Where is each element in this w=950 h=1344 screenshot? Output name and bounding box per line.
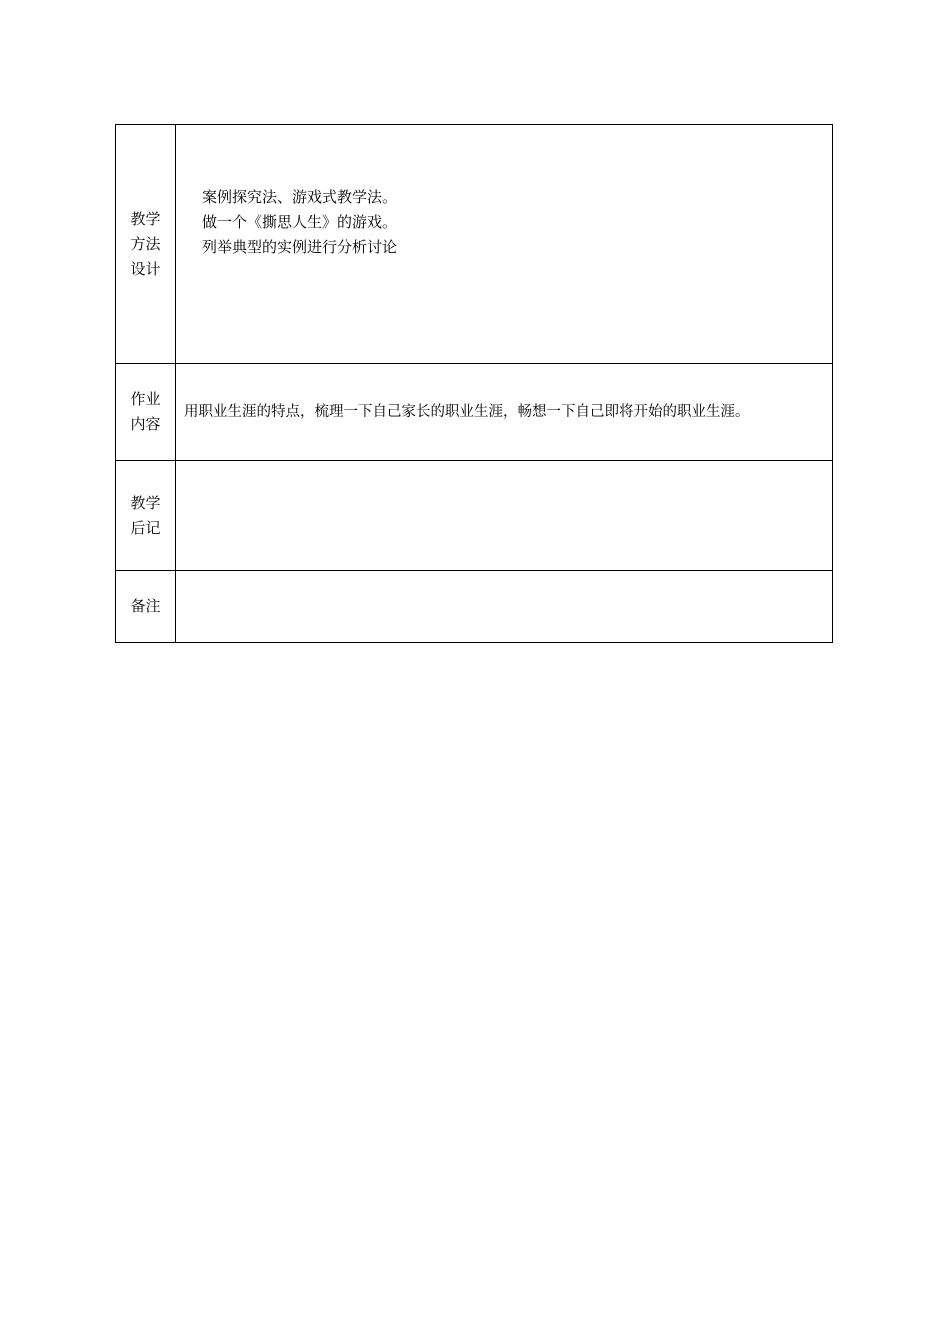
table-row-teaching-reflection	[116, 461, 833, 571]
row-label-teaching-methods	[116, 125, 176, 364]
row-content-teaching-reflection	[176, 461, 833, 571]
row-content-teaching-methods	[176, 125, 833, 364]
content-line: 列举典型的实例进行分析讨论	[202, 237, 398, 256]
content-line: 做一个《撕思人生》的游戏。	[202, 212, 398, 231]
row-content-homework	[176, 364, 833, 461]
table-row-notes	[116, 571, 833, 643]
row-label-line: 后记	[130, 518, 161, 537]
row-label-line: 备注	[130, 597, 161, 615]
row-label-line: 内容	[130, 415, 161, 433]
teaching-methods-text	[176, 185, 832, 304]
table-row-teaching-methods	[116, 125, 833, 364]
row-label-line: 方法	[130, 234, 161, 253]
row-content-notes	[176, 571, 833, 643]
row-label-line: 设计	[130, 259, 161, 278]
row-label-line: 教学	[130, 209, 161, 228]
row-label-teaching-reflection	[116, 461, 176, 571]
table-row-homework	[116, 364, 833, 461]
homework-text: 用职业生涯的特点，梳理一下自己家长的职业生涯，畅想一下自己即将开始的职业生涯。	[184, 403, 750, 420]
row-label-homework	[116, 364, 176, 461]
lesson-plan-table	[115, 124, 833, 643]
content-line: 案例探究法、游戏式教学法。	[202, 187, 398, 206]
row-label-line: 教学	[130, 493, 161, 512]
row-label-notes	[116, 571, 176, 643]
row-label-line: 作业	[130, 390, 161, 408]
